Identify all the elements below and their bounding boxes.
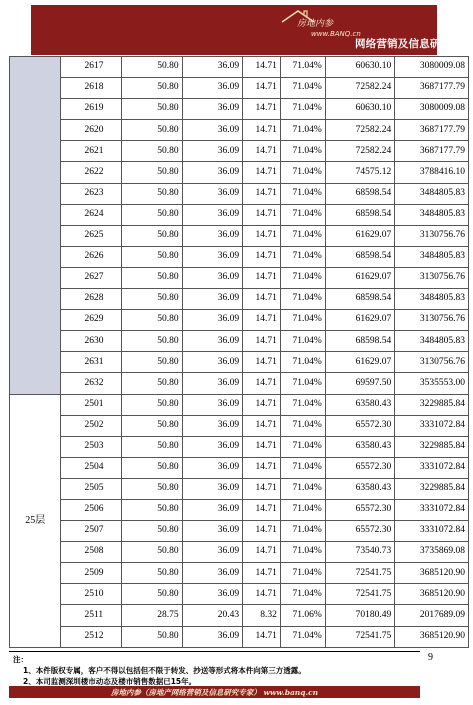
total-price-cell: 3484805.83 xyxy=(395,204,469,225)
notes-heading: 注： xyxy=(13,655,28,664)
shared-area-cell: 14.71 xyxy=(243,289,281,310)
unit-price-cell: 60630.10 xyxy=(325,57,395,78)
unit-price-cell: 73540.73 xyxy=(325,542,395,563)
building-area-cell: 50.80 xyxy=(122,246,182,267)
table-row xyxy=(10,584,469,605)
total-price-cell: 3685120.90 xyxy=(395,563,469,584)
shared-area-cell: 14.71 xyxy=(243,246,281,267)
building-area-cell: 50.80 xyxy=(122,563,182,584)
table-row xyxy=(10,394,469,415)
inner-area-cell: 36.09 xyxy=(182,289,242,310)
room-number-cell: 2628 xyxy=(61,289,122,310)
room-number-cell: 2617 xyxy=(61,57,122,78)
room-number-cell: 2512 xyxy=(61,626,122,647)
total-price-cell: 3735869.08 xyxy=(395,542,469,563)
shared-area-cell: 8.32 xyxy=(243,605,281,626)
inner-area-cell: 36.09 xyxy=(182,99,242,120)
room-number-cell: 2511 xyxy=(61,605,122,626)
shared-area-cell: 14.71 xyxy=(243,57,281,78)
efficiency-cell: 71.04% xyxy=(280,499,325,520)
shared-area-cell: 14.71 xyxy=(243,415,281,436)
table-row xyxy=(10,310,469,331)
total-price-cell: 3687177.79 xyxy=(395,120,469,141)
room-number-cell: 2503 xyxy=(61,436,122,457)
unit-price-cell: 65572.30 xyxy=(325,457,395,478)
footer-bar xyxy=(9,686,420,698)
room-number-cell: 2619 xyxy=(61,99,122,120)
efficiency-cell: 71.04% xyxy=(280,584,325,605)
building-area-cell: 50.80 xyxy=(122,521,182,542)
unit-price-cell: 63580.43 xyxy=(325,478,395,499)
building-area-cell: 50.80 xyxy=(122,99,182,120)
unit-price-cell: 74575.12 xyxy=(325,162,395,183)
inner-area-cell: 36.09 xyxy=(182,457,242,478)
inner-area-cell: 36.09 xyxy=(182,57,242,78)
total-price-cell: 3331072.84 xyxy=(395,499,469,520)
room-number-cell: 2508 xyxy=(61,542,122,563)
shared-area-cell: 14.71 xyxy=(243,457,281,478)
table-row xyxy=(10,120,469,141)
inner-area-cell: 36.09 xyxy=(182,331,242,352)
building-area-cell: 50.80 xyxy=(122,78,182,99)
building-area-cell: 50.80 xyxy=(122,289,182,310)
room-number-cell: 2506 xyxy=(61,499,122,520)
brand-name: 房地内参 xyxy=(297,19,334,29)
table-row xyxy=(10,246,469,267)
shared-area-cell: 14.71 xyxy=(243,563,281,584)
table-row xyxy=(10,162,469,183)
total-price-cell: 3687177.79 xyxy=(395,141,469,162)
building-area-cell: 50.80 xyxy=(122,183,182,204)
inner-area-cell: 36.09 xyxy=(182,204,242,225)
inner-area-cell: 36.09 xyxy=(182,394,242,415)
table-row xyxy=(10,352,469,373)
shared-area-cell: 14.71 xyxy=(243,120,281,141)
room-number-cell: 2505 xyxy=(61,478,122,499)
brand-site: www.BANQ.cn xyxy=(311,30,361,38)
shared-area-cell: 14.71 xyxy=(243,78,281,99)
efficiency-cell: 71.04% xyxy=(280,120,325,141)
efficiency-cell: 71.04% xyxy=(280,542,325,563)
room-number-cell: 2502 xyxy=(61,415,122,436)
building-area-cell: 50.80 xyxy=(122,267,182,288)
total-price-cell: 3535553.00 xyxy=(395,373,469,394)
table-row xyxy=(10,373,469,394)
efficiency-cell: 71.04% xyxy=(280,563,325,584)
building-area-cell: 50.80 xyxy=(122,626,182,647)
total-price-cell: 2017689.09 xyxy=(395,605,469,626)
inner-area-cell: 36.09 xyxy=(182,373,242,394)
unit-price-cell: 68598.54 xyxy=(325,289,395,310)
unit-price-cell: 65572.30 xyxy=(325,521,395,542)
total-price-cell: 3229885.84 xyxy=(395,394,469,415)
shared-area-cell: 14.71 xyxy=(243,394,281,415)
table-row xyxy=(10,204,469,225)
note-item: 2、本司监测深圳楼市动态及楼市销售数据已15年。 xyxy=(23,677,197,686)
building-area-cell: 50.80 xyxy=(122,331,182,352)
efficiency-cell: 71.04% xyxy=(280,246,325,267)
table-row xyxy=(10,78,469,99)
shared-area-cell: 14.71 xyxy=(243,331,281,352)
room-number-cell: 2627 xyxy=(61,267,122,288)
building-area-cell: 50.80 xyxy=(122,57,182,78)
efficiency-cell: 71.04% xyxy=(280,267,325,288)
unit-price-cell: 61629.07 xyxy=(325,225,395,246)
total-price-cell: 3229885.84 xyxy=(395,436,469,457)
efficiency-cell: 71.04% xyxy=(280,626,325,647)
inner-area-cell: 36.09 xyxy=(182,415,242,436)
shared-area-cell: 14.71 xyxy=(243,162,281,183)
efficiency-cell: 71.04% xyxy=(280,521,325,542)
shared-area-cell: 14.71 xyxy=(243,225,281,246)
shared-area-cell: 14.71 xyxy=(243,436,281,457)
total-price-cell: 3687177.79 xyxy=(395,78,469,99)
unit-price-cell: 72582.24 xyxy=(325,120,395,141)
room-number-cell: 2625 xyxy=(61,225,122,246)
unit-price-cell: 65572.30 xyxy=(325,499,395,520)
total-price-cell: 3080009.08 xyxy=(395,99,469,120)
unit-price-cell: 72541.75 xyxy=(325,584,395,605)
unit-price-cell: 72582.24 xyxy=(325,78,395,99)
efficiency-cell: 71.06% xyxy=(280,605,325,626)
note-item: 1、本件版权专属，客户不得以包括但不限于转发、抄送等形式将本件向第三方透露。 xyxy=(23,666,306,675)
building-area-cell: 50.80 xyxy=(122,204,182,225)
unit-price-cell: 72541.75 xyxy=(325,626,395,647)
header-title: 网络营销及信息研究专家 xyxy=(355,38,473,50)
building-area-cell: 50.80 xyxy=(122,394,182,415)
efficiency-cell: 71.04% xyxy=(280,352,325,373)
efficiency-cell: 71.04% xyxy=(280,478,325,499)
shared-area-cell: 14.71 xyxy=(243,626,281,647)
inner-area-cell: 36.09 xyxy=(182,563,242,584)
table-row xyxy=(10,99,469,120)
total-price-cell: 3484805.83 xyxy=(395,289,469,310)
inner-area-cell: 36.09 xyxy=(182,478,242,499)
room-number-cell: 2510 xyxy=(61,584,122,605)
efficiency-cell: 71.04% xyxy=(280,225,325,246)
table-row xyxy=(10,57,469,78)
table-body xyxy=(10,57,469,648)
total-price-cell: 3130756.76 xyxy=(395,352,469,373)
shared-area-cell: 14.71 xyxy=(243,521,281,542)
total-price-cell: 3080009.08 xyxy=(395,57,469,78)
total-price-cell: 3788416.10 xyxy=(395,162,469,183)
inner-area-cell: 36.09 xyxy=(182,162,242,183)
unit-price-cell: 68598.54 xyxy=(325,204,395,225)
total-price-cell: 3130756.76 xyxy=(395,267,469,288)
efficiency-cell: 71.04% xyxy=(280,457,325,478)
floor-label-cell: 25层 xyxy=(10,394,61,647)
room-number-cell: 2620 xyxy=(61,120,122,141)
unit-price-cell: 70180.49 xyxy=(325,605,395,626)
efficiency-cell: 71.04% xyxy=(280,310,325,331)
unit-price-cell: 61629.07 xyxy=(325,352,395,373)
table-row xyxy=(10,542,469,563)
shared-area-cell: 14.71 xyxy=(243,267,281,288)
total-price-cell: 3229885.84 xyxy=(395,478,469,499)
inner-area-cell: 36.09 xyxy=(182,626,242,647)
total-price-cell: 3130756.76 xyxy=(395,225,469,246)
unit-price-cell: 69597.50 xyxy=(325,373,395,394)
unit-price-cell: 68598.54 xyxy=(325,246,395,267)
inner-area-cell: 36.09 xyxy=(182,542,242,563)
unit-price-cell: 68598.54 xyxy=(325,183,395,204)
building-area-cell: 50.80 xyxy=(122,162,182,183)
room-number-cell: 2623 xyxy=(61,183,122,204)
efficiency-cell: 71.04% xyxy=(280,78,325,99)
total-price-cell: 3484805.83 xyxy=(395,183,469,204)
total-price-cell: 3331072.84 xyxy=(395,457,469,478)
header-banner xyxy=(31,5,473,55)
room-number-cell: 2509 xyxy=(61,563,122,584)
shared-area-cell: 14.71 xyxy=(243,478,281,499)
inner-area-cell: 36.09 xyxy=(182,78,242,99)
building-area-cell: 50.80 xyxy=(122,457,182,478)
efficiency-cell: 71.04% xyxy=(280,141,325,162)
total-price-cell: 3484805.83 xyxy=(395,331,469,352)
building-area-cell: 50.80 xyxy=(122,478,182,499)
building-area-cell: 50.80 xyxy=(122,436,182,457)
unit-price-cell: 63580.43 xyxy=(325,394,395,415)
building-area-cell: 50.80 xyxy=(122,141,182,162)
building-area-cell: 50.80 xyxy=(122,415,182,436)
inner-area-cell: 36.09 xyxy=(182,225,242,246)
table-row xyxy=(10,436,469,457)
unit-price-cell: 72541.75 xyxy=(325,563,395,584)
building-area-cell: 50.80 xyxy=(122,225,182,246)
total-price-cell: 3331072.84 xyxy=(395,415,469,436)
efficiency-cell: 71.04% xyxy=(280,415,325,436)
inner-area-cell: 36.09 xyxy=(182,499,242,520)
shared-area-cell: 14.71 xyxy=(243,141,281,162)
shared-area-cell: 14.71 xyxy=(243,373,281,394)
table-row xyxy=(10,457,469,478)
efficiency-cell: 71.04% xyxy=(280,204,325,225)
total-price-cell: 3130756.76 xyxy=(395,310,469,331)
shared-area-cell: 14.71 xyxy=(243,183,281,204)
table-row xyxy=(10,267,469,288)
inner-area-cell: 36.09 xyxy=(182,120,242,141)
notes-section xyxy=(9,651,420,687)
table-row xyxy=(10,331,469,352)
table-row xyxy=(10,626,469,647)
inner-area-cell: 36.09 xyxy=(182,183,242,204)
inner-area-cell: 36.09 xyxy=(182,584,242,605)
shared-area-cell: 14.71 xyxy=(243,99,281,120)
unit-price-cell: 61629.07 xyxy=(325,310,395,331)
shared-area-cell: 14.71 xyxy=(243,542,281,563)
table-row xyxy=(10,521,469,542)
inner-area-cell: 20.43 xyxy=(182,605,242,626)
total-price-cell: 3484805.83 xyxy=(395,246,469,267)
inner-area-cell: 36.09 xyxy=(182,352,242,373)
table-row xyxy=(10,289,469,310)
unit-price-cell: 72582.24 xyxy=(325,141,395,162)
unit-price-cell: 65572.30 xyxy=(325,415,395,436)
table-row xyxy=(10,225,469,246)
room-number-cell: 2507 xyxy=(61,521,122,542)
page-number: 9 xyxy=(428,652,433,663)
building-area-cell: 50.80 xyxy=(122,120,182,141)
footer-text: 房地内参（房地产网络营销及信息研究专家） www.banq.cn xyxy=(110,688,319,697)
efficiency-cell: 71.04% xyxy=(280,436,325,457)
room-number-cell: 2631 xyxy=(61,352,122,373)
shared-area-cell: 14.71 xyxy=(243,352,281,373)
efficiency-cell: 71.04% xyxy=(280,373,325,394)
room-number-cell: 2501 xyxy=(61,394,122,415)
unit-price-cell: 68598.54 xyxy=(325,331,395,352)
inner-area-cell: 36.09 xyxy=(182,246,242,267)
efficiency-cell: 71.04% xyxy=(280,99,325,120)
inner-area-cell: 36.09 xyxy=(182,521,242,542)
total-price-cell: 3685120.90 xyxy=(395,584,469,605)
room-number-cell: 2632 xyxy=(61,373,122,394)
room-number-cell: 2504 xyxy=(61,457,122,478)
shared-area-cell: 14.71 xyxy=(243,499,281,520)
building-area-cell: 50.80 xyxy=(122,499,182,520)
floor-label-cell xyxy=(10,57,61,395)
unit-price-cell: 60630.10 xyxy=(325,99,395,120)
room-number-cell: 2618 xyxy=(61,78,122,99)
table-row xyxy=(10,478,469,499)
efficiency-cell: 71.04% xyxy=(280,162,325,183)
inner-area-cell: 36.09 xyxy=(182,267,242,288)
room-number-cell: 2621 xyxy=(61,141,122,162)
total-price-cell: 3685120.90 xyxy=(395,626,469,647)
room-number-cell: 2622 xyxy=(61,162,122,183)
efficiency-cell: 71.04% xyxy=(280,331,325,352)
building-area-cell: 50.80 xyxy=(122,584,182,605)
building-area-cell: 50.80 xyxy=(122,310,182,331)
inner-area-cell: 36.09 xyxy=(182,141,242,162)
efficiency-cell: 71.04% xyxy=(280,394,325,415)
table-row xyxy=(10,183,469,204)
building-area-cell: 50.80 xyxy=(122,542,182,563)
shared-area-cell: 14.71 xyxy=(243,204,281,225)
table-row xyxy=(10,563,469,584)
building-area-cell: 50.80 xyxy=(122,352,182,373)
table-row xyxy=(10,499,469,520)
total-price-cell: 3331072.84 xyxy=(395,521,469,542)
efficiency-cell: 71.04% xyxy=(280,183,325,204)
table-row xyxy=(10,605,469,626)
inner-area-cell: 36.09 xyxy=(182,436,242,457)
sales-data-table xyxy=(9,56,469,648)
room-number-cell: 2629 xyxy=(61,310,122,331)
shared-area-cell: 14.71 xyxy=(243,310,281,331)
unit-price-cell: 63580.43 xyxy=(325,436,395,457)
inner-area-cell: 36.09 xyxy=(182,310,242,331)
efficiency-cell: 71.04% xyxy=(280,57,325,78)
building-area-cell: 50.80 xyxy=(122,373,182,394)
room-number-cell: 2626 xyxy=(61,246,122,267)
unit-price-cell: 61629.07 xyxy=(325,267,395,288)
efficiency-cell: 71.04% xyxy=(280,289,325,310)
shared-area-cell: 14.71 xyxy=(243,584,281,605)
table-row xyxy=(10,415,469,436)
table-row xyxy=(10,141,469,162)
room-number-cell: 2624 xyxy=(61,204,122,225)
room-number-cell: 2630 xyxy=(61,331,122,352)
building-area-cell: 28.75 xyxy=(122,605,182,626)
